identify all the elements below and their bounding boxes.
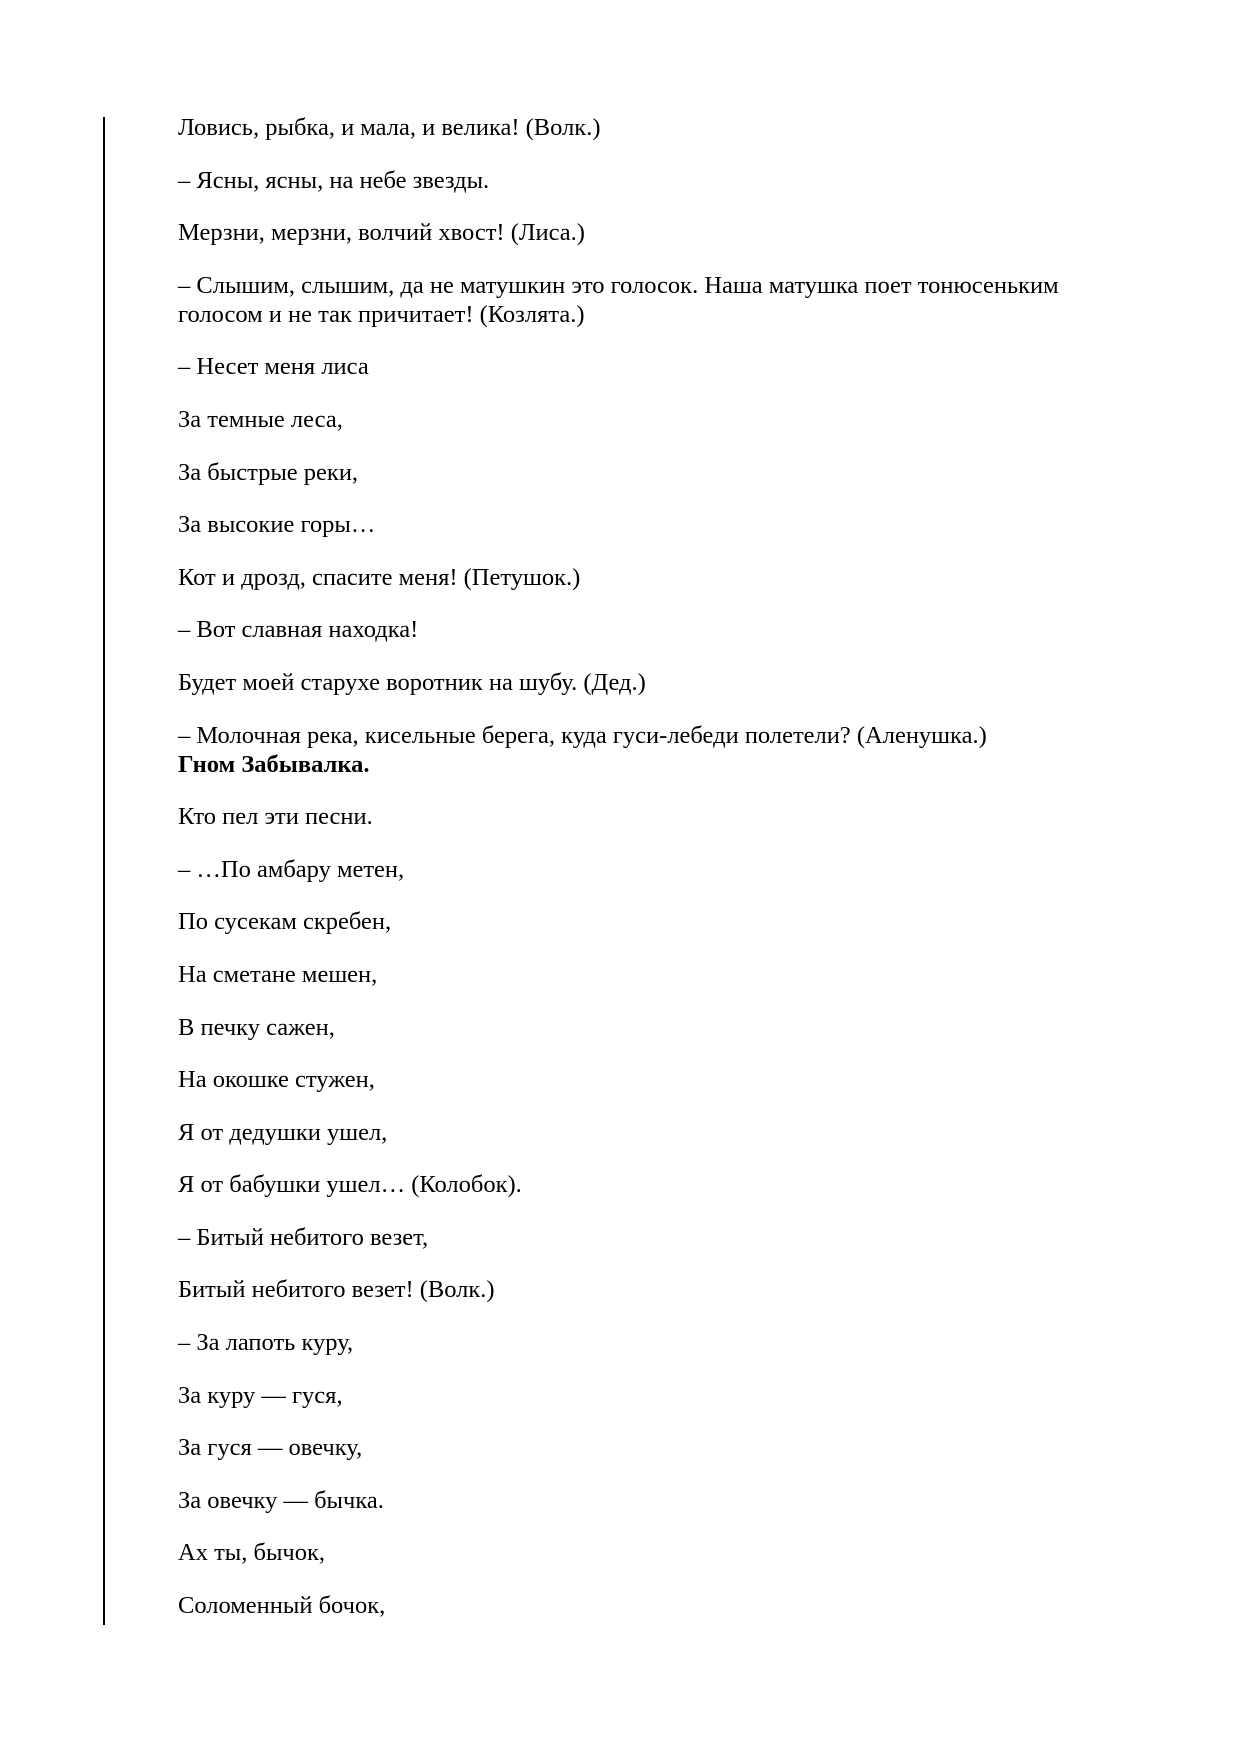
paragraph: За гуся — овечку, (178, 1434, 363, 1462)
paragraph: Кто пел эти песни. (178, 803, 373, 831)
paragraph: Я от дедушки ушел, (178, 1118, 388, 1146)
paragraph: Мерзни, мерзни, волчий хвост! (Лиса.) (178, 219, 585, 247)
document-body (178, 113, 1108, 1644)
paragraph: За овечку — бычка. (178, 1486, 384, 1514)
paragraph: – Битый небитого везет, (178, 1223, 429, 1251)
paragraph: – Вот славная находка! (178, 616, 419, 644)
paragraph: Я от бабушки ушел… (Колобок). (178, 1171, 522, 1199)
paragraph: Будет моей старухе воротник на шубу. (Дед.) (178, 668, 646, 696)
paragraph: По сусекам скребен, (178, 908, 392, 936)
paragraph: Кот и дрозд, спасите меня! (Петушок.) (178, 563, 581, 591)
change-bar (103, 117, 105, 1625)
paragraph: За куру — гуся, (178, 1381, 343, 1409)
paragraph: – …По амбару метен, (178, 855, 405, 883)
paragraph: – Слышим, слышим, да не матушкин это голосок. Наша матушка поет тонюсеньким голосом и не так причитает! (Козлята.) (178, 271, 1059, 328)
paragraph: За высокие горы… (178, 511, 376, 539)
paragraph: – За лапоть куру, (178, 1329, 354, 1357)
section-heading: Гном Забывалка. (178, 750, 370, 778)
paragraph: Соломенный бочок, (178, 1592, 386, 1620)
paragraph: Битый небитого везет! (Волк.) (178, 1276, 495, 1304)
paragraph: За темные леса, (178, 405, 343, 433)
paragraph: На сметане мешен, (178, 960, 378, 988)
paragraph: Ловись, рыбка, и мала, и велика! (Волк.) (178, 114, 601, 141)
paragraph: – Несет меня лиса (178, 353, 369, 381)
paragraph: Ах ты, бычок, (178, 1539, 326, 1567)
paragraph: На окошке стужен, (178, 1066, 375, 1094)
paragraph: За быстрые реки, (178, 458, 359, 486)
paragraph: В печку сажен, (178, 1013, 335, 1041)
paragraph: – Молочная река, кисельные берега, куда гуси-лебеди полетели? (Аленушка.) (178, 721, 987, 749)
paragraph: – Ясны, ясны, на небе звезды. (178, 166, 490, 194)
